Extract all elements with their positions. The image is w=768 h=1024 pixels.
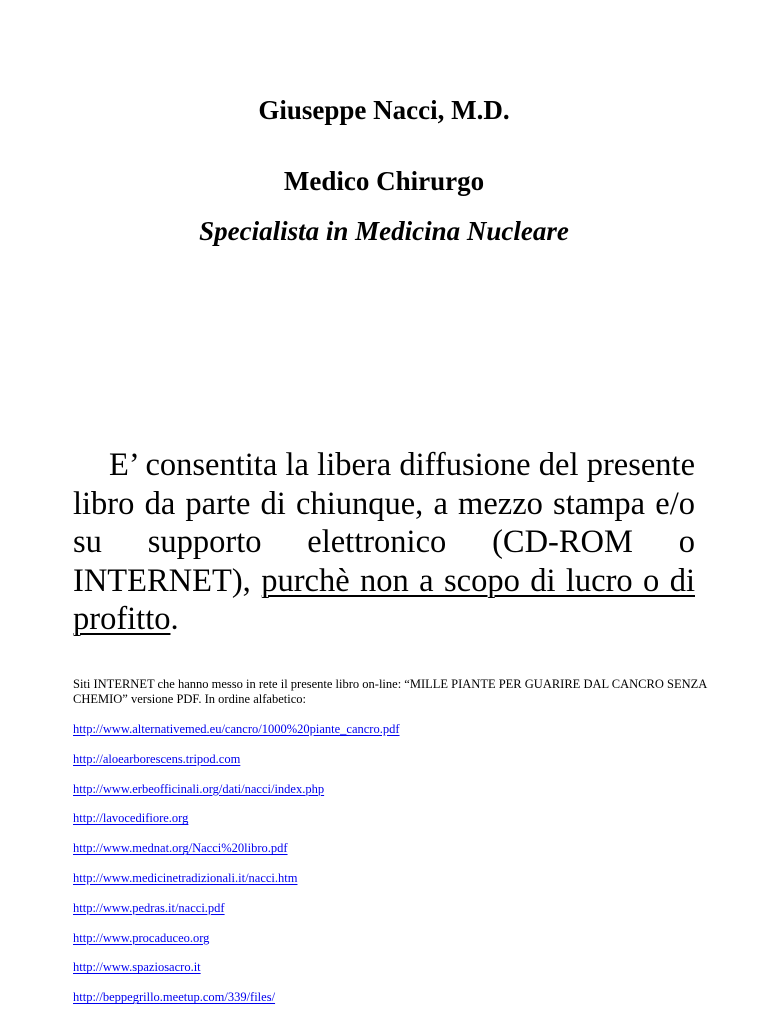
notice-condition: purchè non a scopo di lucro o di profitto: [73, 562, 695, 637]
site-link[interactable]: http://lavocedifiore.org: [73, 811, 189, 826]
list-item: [73, 722, 400, 752]
sites-intro: Siti INTERNET che hanno messo in rete il presente libro on-line: “MILLE PIANTE PER GUARIRE DAL CANCRO SENZA CHEMIO” versione PDF. In ordine alfabetico:: [73, 677, 707, 706]
list-item: [73, 931, 400, 961]
author-specialty: Specialista in Medicina Nucleare: [199, 216, 569, 246]
site-link[interactable]: http://www.erbeofficinali.org/dati/nacci/index.php: [73, 781, 325, 796]
site-link[interactable]: http://www.procaduceo.org: [73, 930, 210, 945]
site-link[interactable]: http://www.alternativemed.eu/cancro/1000%20piante_cancro.pdf: [73, 722, 400, 736]
site-links-list: [73, 722, 400, 1020]
list-item: [73, 841, 400, 871]
list-item: [73, 811, 400, 841]
list-item: [73, 782, 400, 812]
site-link[interactable]: http://aloearborescens.tripod.com: [73, 751, 241, 766]
list-item: [73, 901, 400, 931]
list-item: [73, 871, 400, 901]
notice-lead: E’ consentita la libera diffusione del presente libro da parte di chiunque, a mezzo stampa e/o su supporto elettronico (CD-ROM o INTERNET),: [73, 447, 695, 599]
author-name: Giuseppe Nacci, M.D.: [258, 95, 510, 125]
site-link[interactable]: http://beppegrillo.meetup.com/339/files/: [73, 990, 276, 1005]
site-link[interactable]: http://www.mednat.org/Nacci%20libro.pdf: [73, 841, 288, 856]
site-link[interactable]: http://www.medicinetradizionali.it/nacci.htm: [73, 870, 298, 885]
list-item: [73, 960, 400, 990]
site-link[interactable]: http://www.pedras.it/nacci.pdf: [73, 900, 225, 915]
list-item: [73, 752, 400, 782]
site-link[interactable]: http://www.spaziosacro.it: [73, 960, 201, 975]
distribution-notice: [73, 446, 695, 639]
list-item: [73, 990, 400, 1020]
author-role: Medico Chirurgo: [283, 166, 485, 196]
notice-end: .: [170, 601, 179, 637]
